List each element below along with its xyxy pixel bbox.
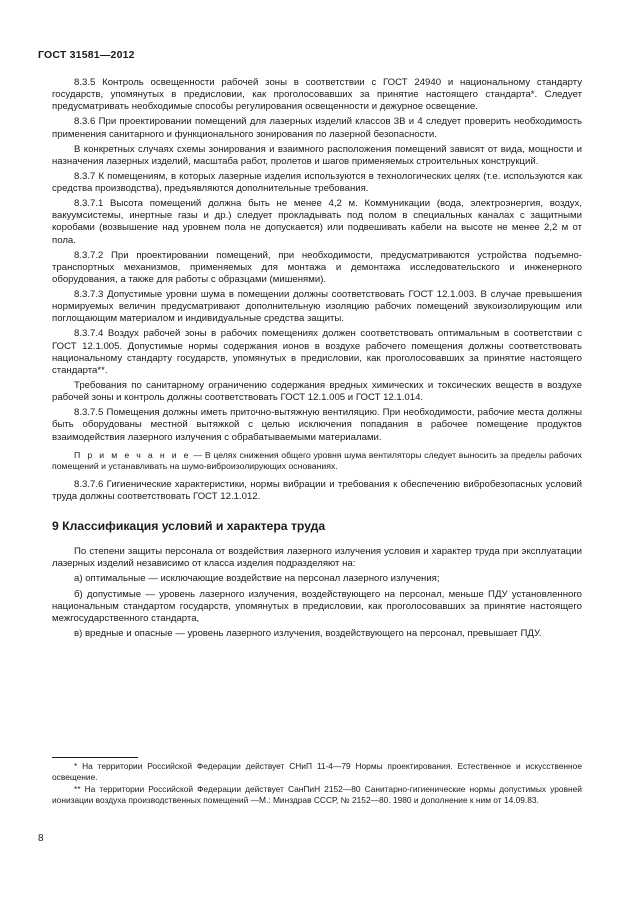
section-heading: 9 Классификация условий и характера труда xyxy=(52,518,326,533)
paragraph-8-3-7: 8.3.7 К помещениям, в которых лазерные изделия используются в технологических целях (т.е. используются как средства производства), предъявляются дополнительные требования. xyxy=(52,170,582,195)
paragraph-zoning: В конкретных случаях схемы зонирования и взаимного расположения помещений зависят от вида, мощности и назначения лазерных изделий, масштаба работ, пролетов и шагов применяемых строительных конструкций. xyxy=(52,143,582,167)
paragraph-8-3-7-2: 8.3.7.2 При проектировании помещений, при необходимости, предусматриваются устройства подъемно-транспортных механизмов, применяемых для монтажа и демонтажа исследовательского и инженерного оборудования, а также для работы с образцами (мишенями). xyxy=(52,249,582,286)
footnote-separator xyxy=(52,757,138,758)
section-intro-paragraph: По степени защиты персонала от воздействия лазерного излучения условия и характер труда при эксплуатации лазерных изделий независимо от класса изделия подразделяют на: xyxy=(52,545,582,569)
paragraph-8-3-6: 8.3.6 При проектировании помещений для лазерных изделий классов 3В и 4 следует проверить необходимость применения санитарного и функционального зонирования по лазерной безопасности. xyxy=(52,116,582,140)
paragraph-8-3-7-1: 8.3.7.1 Высота помещений должна быть не менее 4,2 м. Коммуникации (вода, электроэнергия, воздух, вакуумсистемы, инертные газы и др.) следует прокладывать под полом в специальных каналах с защитными коробами (возвышение над уровнем пола не допускается) или подвешивать кабели на высоте не менее 2,2 м от пола. xyxy=(52,198,582,246)
paragraph-8-3-7-6: 8.3.7.6 Гигиенические характеристики, нормы вибрации и требования к обеспечению вибробезопасных условий труда должны соответствовать ГОСТ 12.1.012. xyxy=(52,479,582,503)
footnote-1: * На территории Российской Федерации действует СНиП 11-4—79 Нормы проектирования. Естественное и искусственное освещение. xyxy=(52,761,582,782)
document-header: ГОСТ 31581—2012 xyxy=(38,49,135,61)
note-label: П р и м е ч а н и е xyxy=(74,449,191,460)
note-paragraph xyxy=(52,450,582,472)
main-content xyxy=(52,77,582,644)
note-text: — В целях снижения общего уровня шума вентиляторы следует выносить за пределы рабочих помещений и устанавливать на шумо-виброизолирующих основаниях. xyxy=(52,449,582,472)
paragraph-8-3-5: 8.3.5 Контроль освещенности рабочей зоны в соответствии с ГОСТ 24940 и национальному стандарту государств, упомянутых в предисловии, как проголосовавших за принятие настоящего стандарта*. Следует предусматривать необходимые способы регулирования освещенности и дежурное освещение. xyxy=(52,77,582,113)
paragraph-8-3-7-4: 8.3.7.4 Воздух рабочей зоны в рабочих помещениях должен соответствовать оптимальным в соответствии с ГОСТ 12.1.005. Допустимые нормы содержания ионов в воздухе рабочего помещения должны соответствовать национальному стандарту государств, упомянутых в предисловии, как проголосовавших за принятие настоящего стандарта**. xyxy=(52,328,582,377)
footnote-2: ** На территории Российской Федерации действует СанПиН 2152—80 Санитарно-гигиенические нормы допустимых уровней ионизации воздуха производственных помещений —М.: Минздрав СССР, № 2152—80. 1980 и дополнение к ним от 14.09.83. xyxy=(52,783,582,805)
paragraph-8-3-7-3: 8.3.7.3 Допустимые уровни шума в помещении должны соответствовать ГОСТ 12.1.003. В случае превышения нормируемых величин предусматривают дополнительную изоляцию рабочих помещений звукоизолирующим или поглощающим материалом и индивидуальные средства защиты. xyxy=(52,289,582,325)
paragraph-8-3-7-5: 8.3.7.5 Помещения должны иметь приточно-вытяжную вентиляцию. При необходимости, рабочие места должны быть оборудованы местной вытяжкой с целью исключения попадания в рабочее помещение продуктов взаимодействия лазерного излучения с обрабатываемыми материалами. xyxy=(52,407,582,443)
paragraph-chemical-limits: Требования по санитарному ограничению содержания вредных химических и токсических веществ в воздухе рабочей зоны и контроль должны соответствовать ГОСТ 12.1.005 и ГОСТ 12.1.014. xyxy=(52,380,582,404)
list-item-a: а) оптимальные — исключающие воздействие на персонал лазерного излучения; xyxy=(74,573,440,585)
list-item-b: б) допустимые — уровень лазерного излучения, воздействующего на персонал, меньше ПДУ установленного национальным стандартом государств, упомянутых в предисловии, как проголосовавших за принятие настоящего межгосударственного стандарта, xyxy=(52,588,582,625)
footnotes xyxy=(52,761,582,806)
list-item-c: в) вредные и опасные — уровень лазерного излучения, воздействующего на персонал, превышает ПДУ. xyxy=(74,628,542,640)
page-number: 8 xyxy=(38,833,44,844)
